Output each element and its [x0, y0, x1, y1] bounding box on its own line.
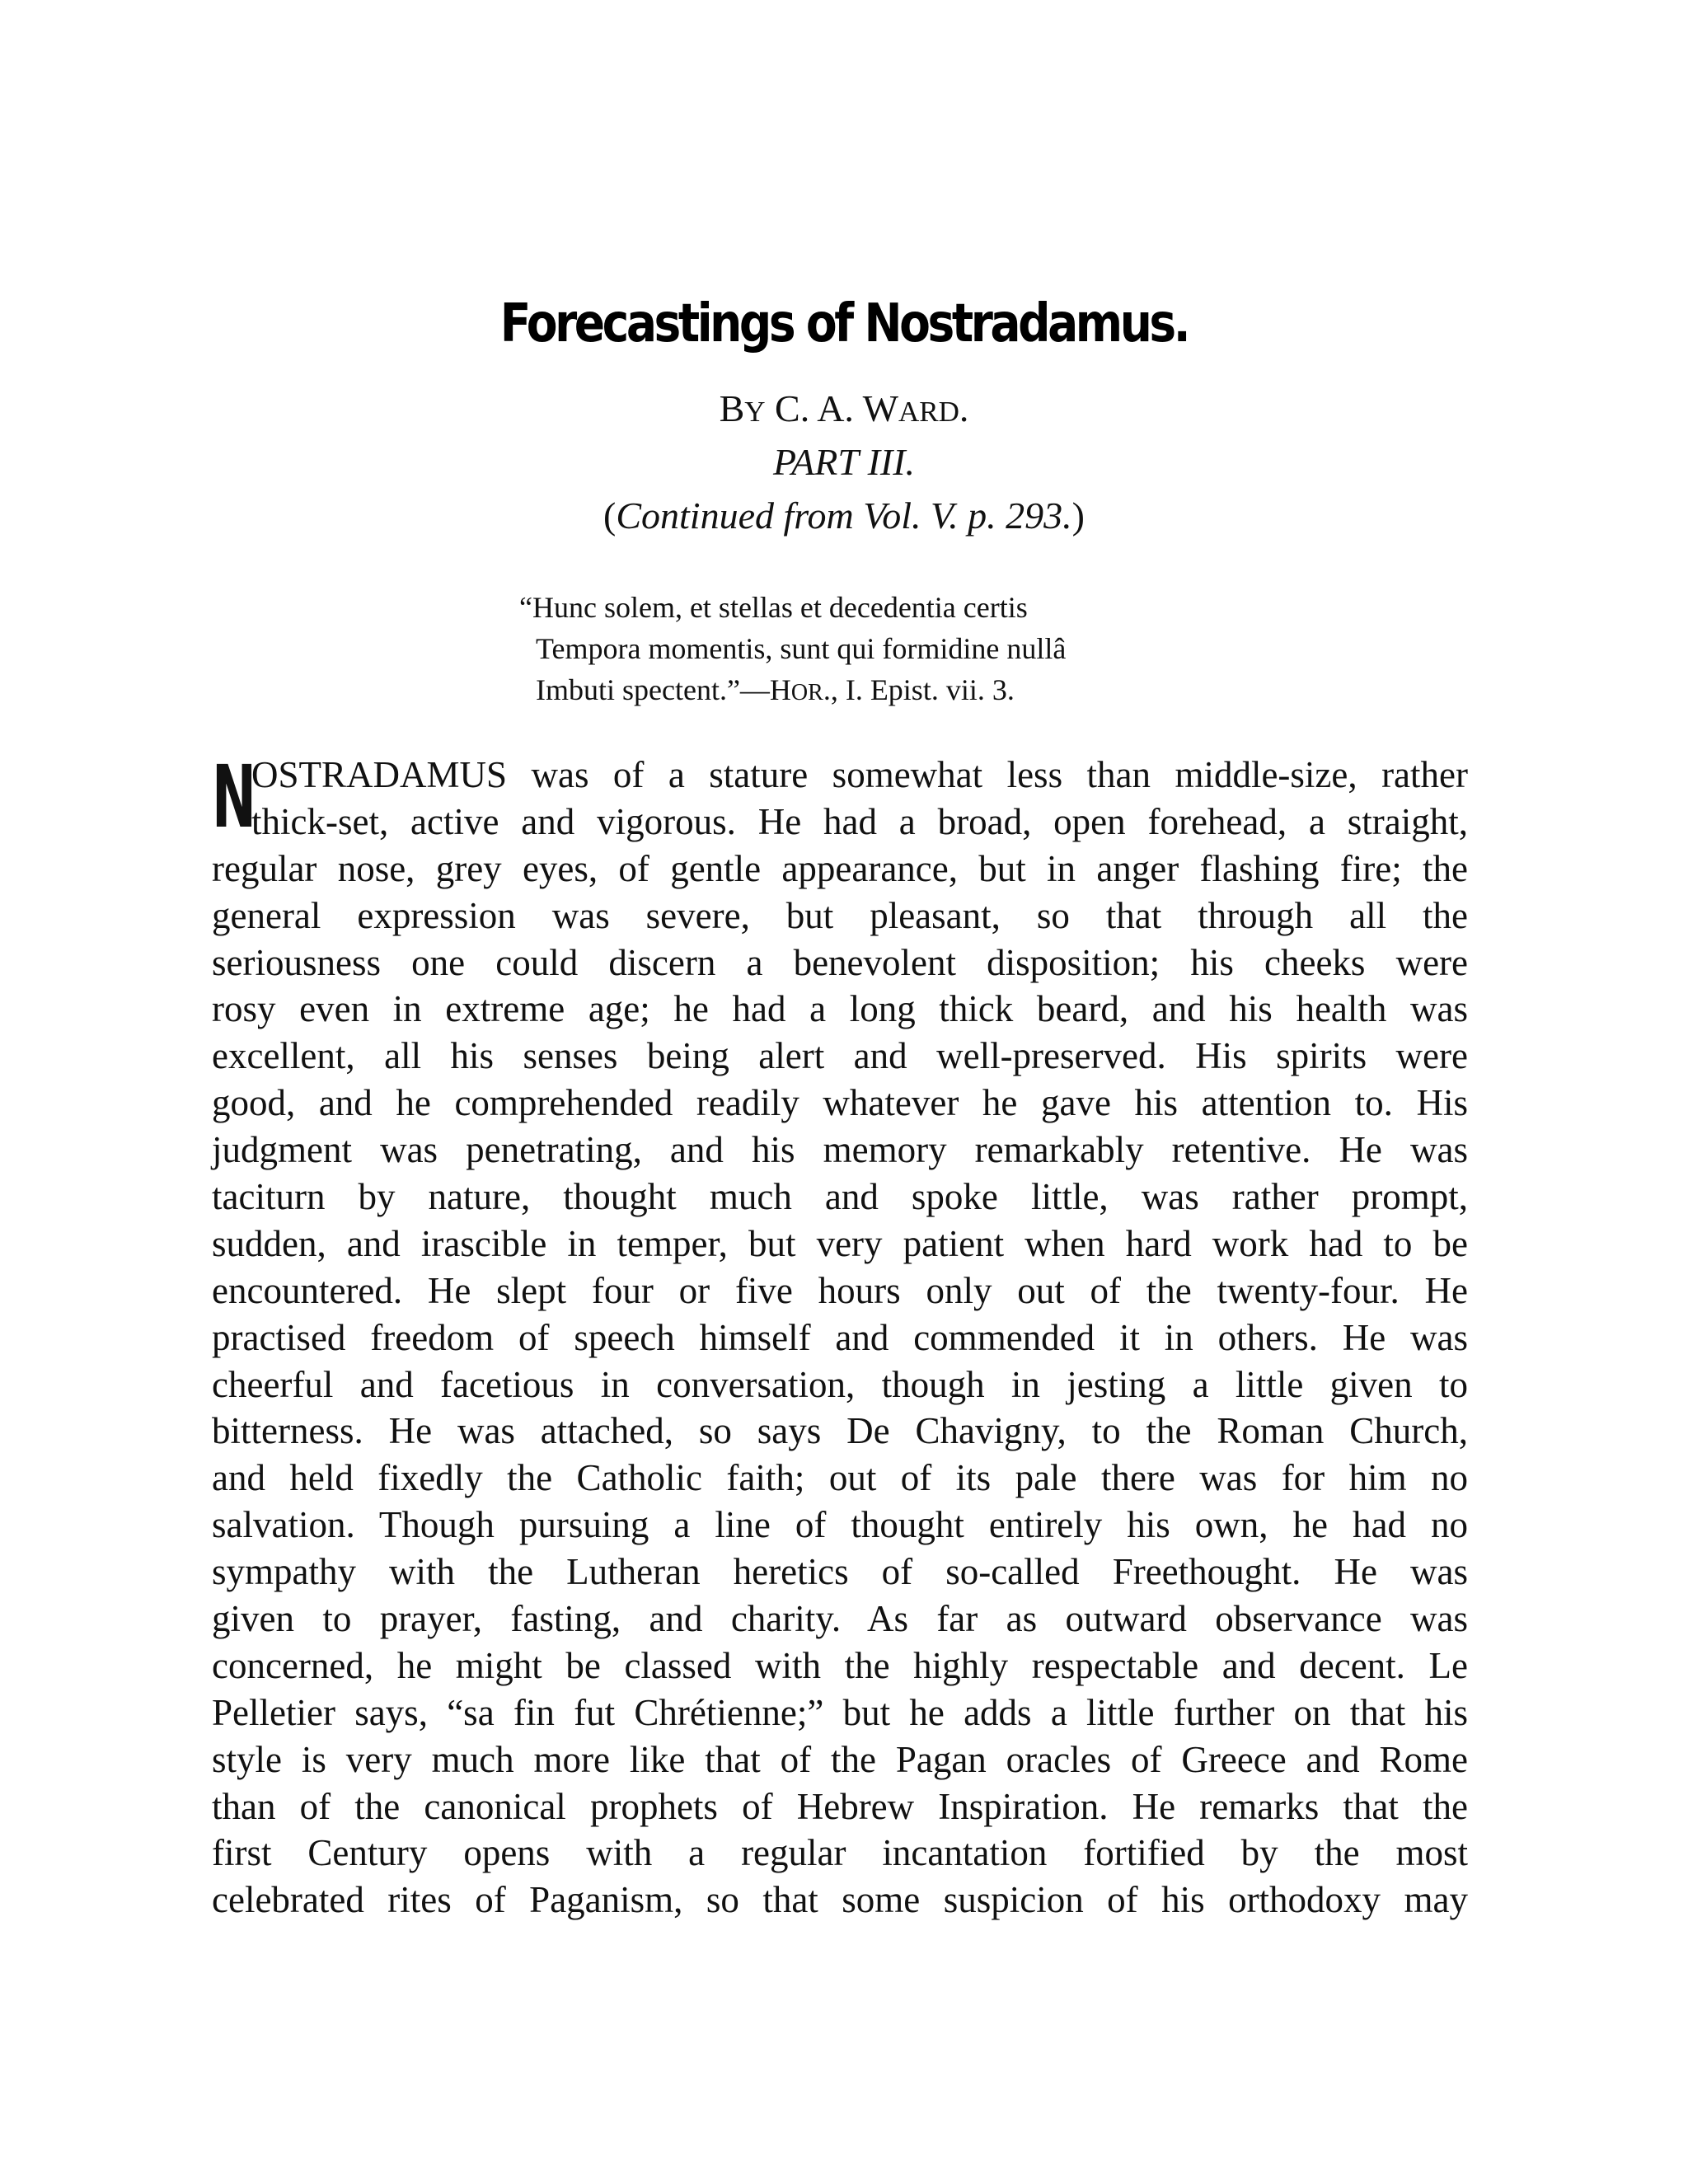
epigraph: [519, 587, 1066, 714]
body-line: seriousness one could discern a benevolent disposition; his cheeks were: [212, 941, 1468, 983]
body-line: first Century opens with a regular incantation fortified by the most: [212, 1832, 1468, 1874]
body-line: judgment was penetrating, and his memory remarkably retentive. He was: [212, 1129, 1468, 1171]
drop-cap: N: [212, 747, 256, 847]
body-line: bitterness. He was attached, so says De Chavigny, to the Roman Church,: [212, 1410, 1468, 1452]
body-line: cheerful and facetious in conversation, though in jesting a little given to: [212, 1363, 1468, 1405]
part-heading: PART III.: [772, 441, 916, 483]
article-title: Forecastings of Nostradamus.: [499, 293, 1189, 354]
body-paragraph: [212, 747, 1468, 1924]
byline: [0, 386, 1688, 431]
continued-text: Continued from Vol. V. p. 293.: [616, 494, 1072, 537]
epigraph-line-1: “Hunc solem, et stellas et decedentia certis: [519, 591, 1028, 624]
epigraph-line-2: Tempora momentis, sunt qui formidine nullâ: [536, 632, 1067, 665]
body-line: good, and he comprehended readily whatever he gave his attention to. His: [212, 1082, 1468, 1124]
body-line: OSTRADAMUS was of a stature somewhat less than middle-size, rather: [251, 754, 1468, 795]
epigraph-line-3-post: ., I. Epist. vii. 3.: [823, 673, 1015, 706]
body-line: concerned, he might be classed with the highly respectable and decent. Le: [212, 1644, 1468, 1686]
body-line: celebrated rites of Paganism, so that some suspicion of his orthodoxy may: [212, 1879, 1468, 1921]
body-line: general expression was severe, but pleasant, so that through all the: [212, 894, 1468, 936]
body-line: practised freedom of speech himself and commended it in others. He was: [212, 1316, 1468, 1358]
body-line: sudden, and irascible in temper, but very patient when hard work had to be: [212, 1222, 1468, 1264]
continued-close-paren: ): [1071, 494, 1085, 537]
body-lines: [212, 747, 1468, 1924]
body-line: thick-set, active and vigorous. He had a broad, open forehead, a straight,: [251, 800, 1468, 842]
body-line: than of the canonical prophets of Hebrew Inspiration. He remarks that the: [212, 1785, 1468, 1827]
body-line: encountered. He slept four or five hours only out of the twenty-four. He: [212, 1269, 1468, 1311]
byline-name-smallcaps: ARD: [898, 396, 959, 428]
byline-prefix: B: [719, 387, 745, 429]
body-line: excellent, all his senses being alert and well-preserved. His spirits were: [212, 1035, 1468, 1077]
byline-name: C. A. W: [775, 387, 898, 429]
body-line: Pelletier says, “sa fin fut Chrétienne;” but he adds a little further on that his: [212, 1691, 1468, 1733]
body-line: taciturn by nature, thought much and spoke little, was rather prompt,: [212, 1176, 1468, 1218]
epigraph-line-3-smallcaps: OR: [790, 680, 823, 705]
continued-note: [0, 493, 1688, 538]
continued-open-paren: (: [603, 494, 617, 537]
body-line: sympathy with the Lutheran heretics of so-called Freethought. He was: [212, 1551, 1468, 1593]
byline-prefix-smallcaps: Y: [744, 396, 766, 428]
body-line: and held fixedly the Catholic faith; out of its pale there was for him no: [212, 1457, 1468, 1499]
body-line: regular nose, grey eyes, of gentle appearance, but in anger flashing fire; the: [212, 847, 1468, 889]
body-line: rosy even in extreme age; he had a long thick beard, and his health was: [212, 988, 1468, 1030]
body-line: given to prayer, fasting, and charity. As far as outward observance was: [212, 1598, 1468, 1640]
byline-end: .: [959, 387, 969, 429]
epigraph-line-3-pre: Imbuti spectent.”—H: [536, 673, 791, 706]
body-line: style is very much more like that of the Pagan oracles of Greece and Rome: [212, 1738, 1468, 1780]
body-line: salvation. Though pursuing a line of thought entirely his own, he had no: [212, 1504, 1468, 1546]
epigraph-line-3: [519, 669, 1066, 714]
